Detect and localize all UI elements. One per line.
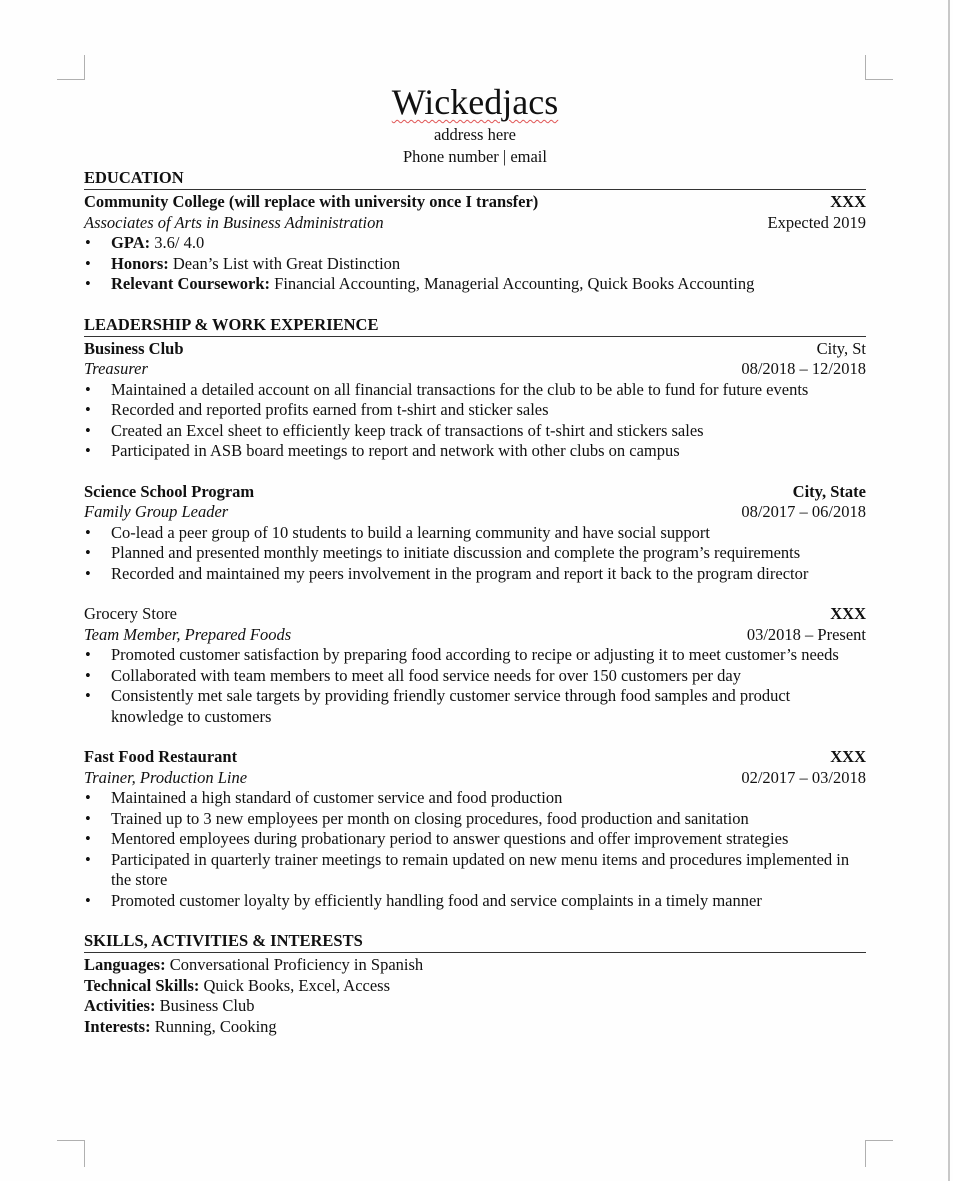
job-dates: 08/2017 – 06/2018 [741,502,866,521]
education-detail-item: • Honors: Dean’s List with Great Distinction [84,254,866,275]
education-heading: EDUCATION [84,168,866,190]
job-location: XXX [830,604,866,623]
job-location: XXX [830,747,866,766]
education-detail-item: • GPA: 3.6/ 4.0 [84,233,866,254]
job-role: Trainer, Production Line [84,767,248,787]
contact-line: Phone number | email [403,147,547,166]
education-degree-row [84,213,866,234]
job-bullet: • Planned and presented monthly meetings to initiate discussion and complete the program’s requirements [84,543,866,564]
crop-mark-bottom-right [865,1140,893,1167]
job-location: City, State [792,481,866,501]
education-details [84,233,866,295]
job-entry-business-club [84,339,866,462]
job-bullet: • Participated in quarterly trainer meetings to remain updated on new menu items and procedures implemented in the store [84,850,866,891]
job-bullet: • Promoted customer loyalty by efficiently handling food and service complaints in a timely manner [84,891,866,912]
job-bullet: • Participated in ASB board meetings to report and network with other clubs on campus [84,441,866,462]
job-org: Grocery Store [84,604,178,623]
skills-heading: SKILLS, ACTIVITIES & INTERESTS [84,931,866,953]
job-entry-science-school-program [84,482,866,585]
job-bullet: • Recorded and maintained my peers involvement in the program and report it back to the program director [84,564,866,585]
skill-line-languages: Languages: Conversational Proficiency in Spanish [84,955,424,974]
address-line: address here [433,125,516,144]
job-bullet: • Co-lead a peer group of 10 students to build a learning community and have social support [84,523,866,544]
job-bullet: • Mentored employees during probationary period to answer questions and offer improvement strategies [84,829,866,850]
job-bullet: • Trained up to 3 new employees per month on closing procedures, food production and sanitation [84,809,866,830]
skill-line-technical: Technical Skills: Quick Books, Excel, Access [84,975,391,995]
skill-line-activities: Activities: Business Club [84,996,255,1015]
job-entry-grocery-store [84,604,866,727]
crop-mark-top-left [57,55,85,80]
skill-line-interests: Interests: Running, Cooking [84,1016,277,1036]
education-school-row [84,192,866,213]
degree-name: Associates of Arts in Business Administration [84,212,384,232]
experience-heading: LEADERSHIP & WORK EXPERIENCE [84,315,866,337]
job-dates: 03/2018 – Present [746,624,866,644]
job-role: Family Group Leader [84,502,229,521]
job-bullet: • Consistently met sale targets by providing friendly customer service through food samples and product knowledge to customers [84,686,866,727]
crop-mark-top-right [865,55,893,80]
job-dates: 08/2018 – 12/2018 [741,359,866,378]
job-entry-fast-food-restaurant [84,747,866,911]
degree-date: Expected 2019 [767,212,866,232]
job-bullet: • Collaborated with team members to meet all food service needs for over 150 customers per day [84,666,866,687]
job-org: Fast Food Restaurant [84,747,238,766]
resume-document [84,80,866,1037]
job-role: Treasurer [84,359,148,378]
education-detail-item: • Relevant Coursework: Financial Accounting, Managerial Accounting, Quick Books Accounting [84,274,866,295]
school-name: Community College (will replace with university once I transfer) [84,192,539,211]
job-org: Science School Program [84,481,255,501]
job-location: City, St [816,338,866,358]
crop-mark-bottom-left [57,1140,85,1167]
job-bullet: • Recorded and reported profits earned from t-shirt and sticker sales [84,400,866,421]
job-bullet: • Maintained a high standard of customer service and food production [84,788,866,809]
job-dates: 02/2017 – 03/2018 [741,767,866,787]
page-edge [948,0,950,1181]
job-bullet: • Maintained a detailed account on all financial transactions for the club to be able to fund for future events [84,380,866,401]
resume-name: Wickedjacs [391,82,559,122]
job-bullet: • Promoted customer satisfaction by preparing food according to recipe or adjusting it to meet customer’s needs [84,645,866,666]
job-org: Business Club [84,338,184,358]
job-role: Team Member, Prepared Foods [84,624,292,644]
school-location: XXX [830,192,866,211]
job-bullet: • Created an Excel sheet to efficiently keep track of transactions of t-shirt and stickers sales [84,421,866,442]
